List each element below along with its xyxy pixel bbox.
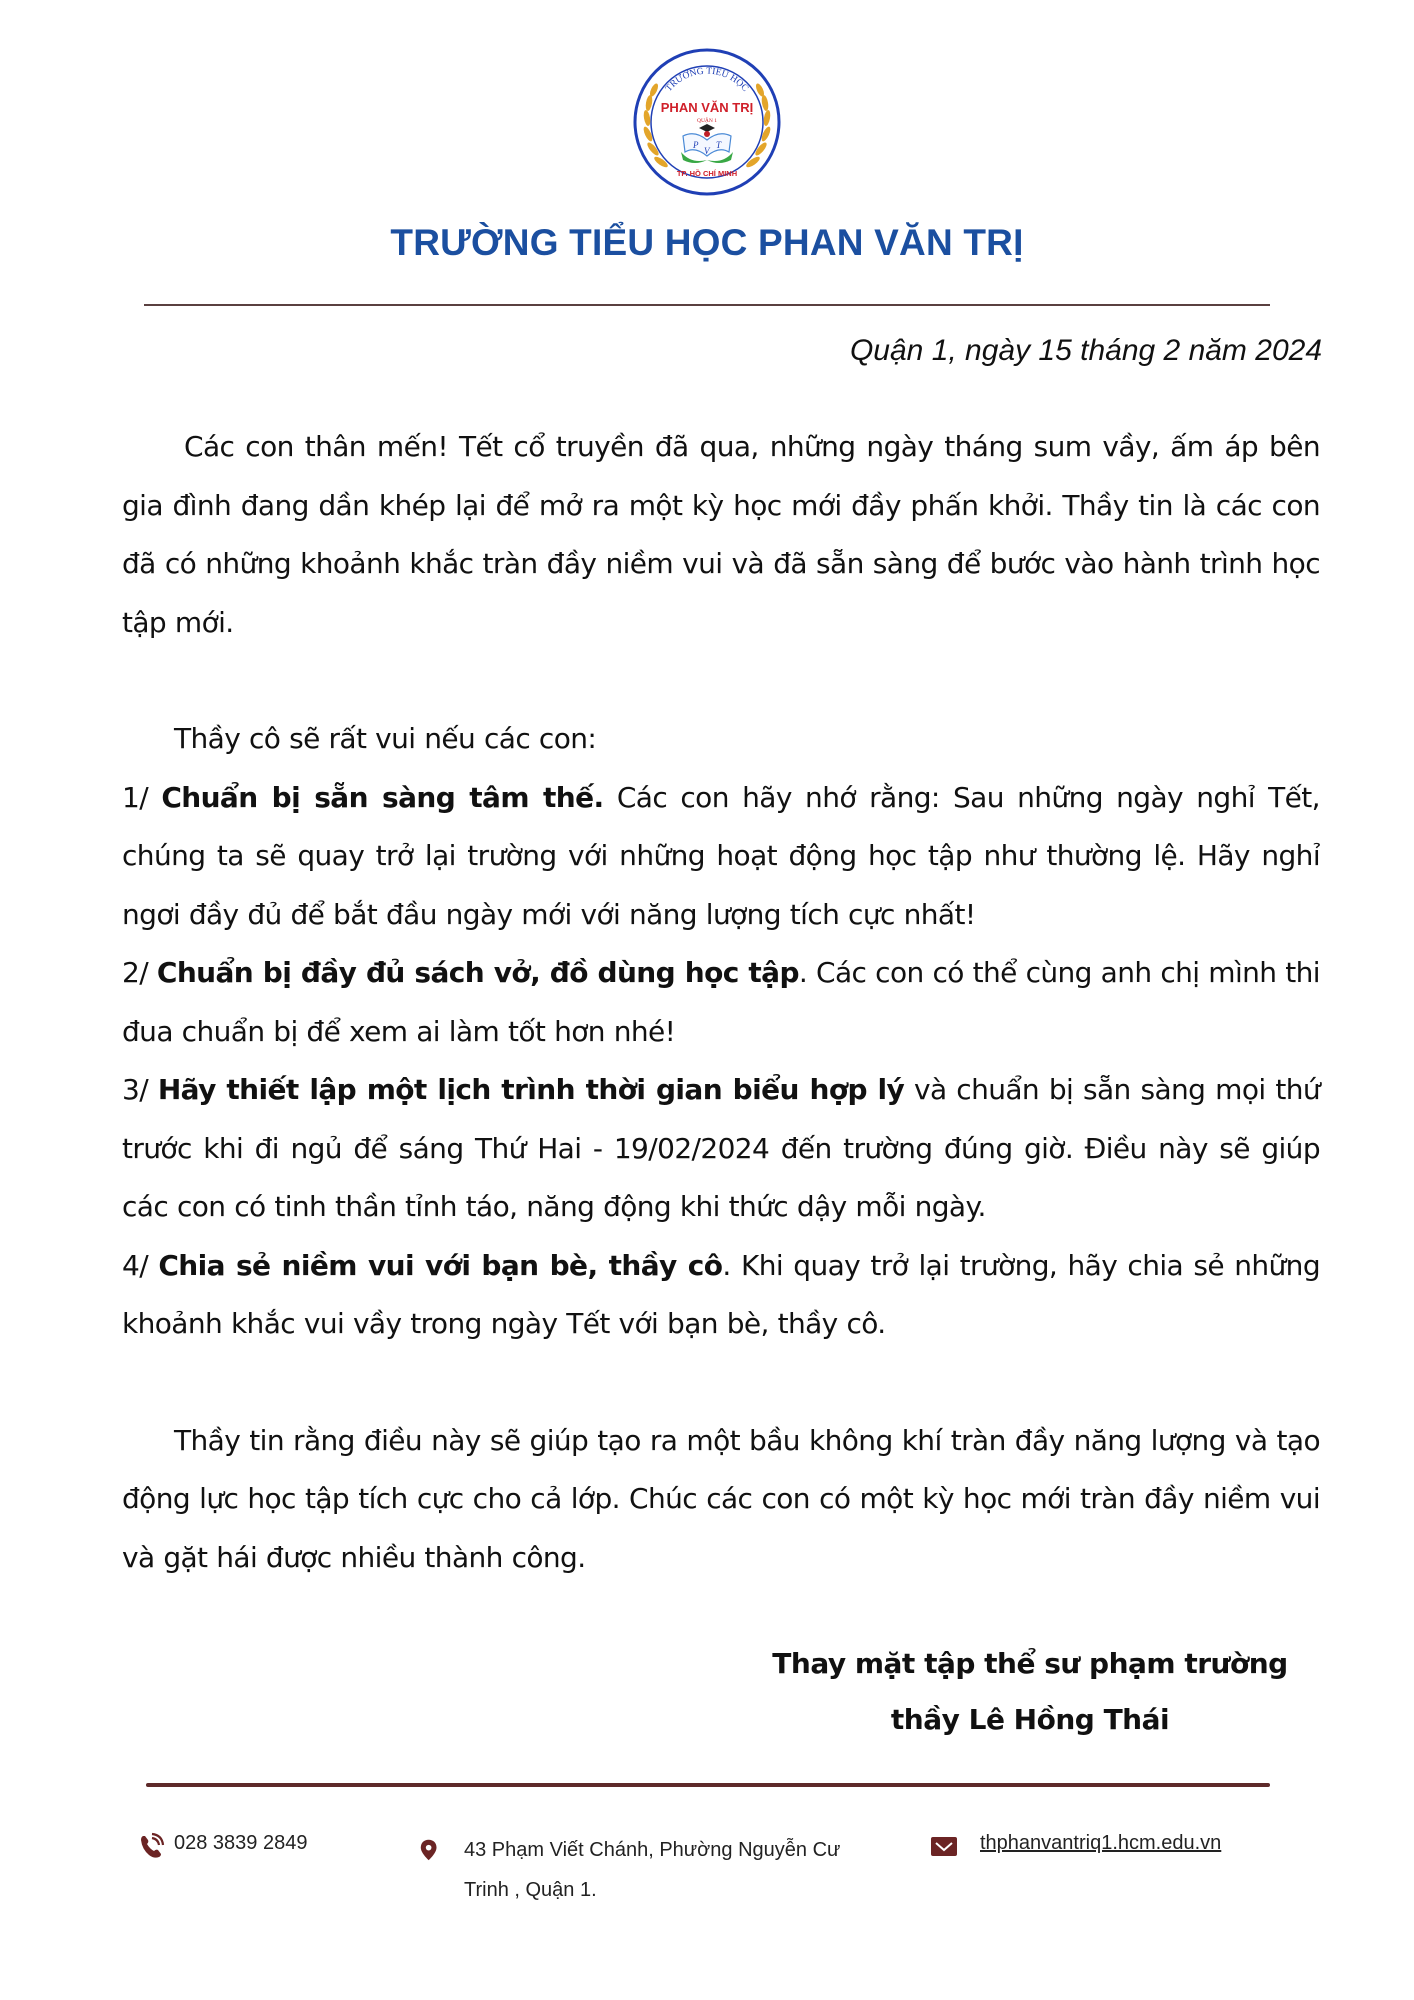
website-link[interactable]: thphanvantriq1.hcm.edu.vn xyxy=(980,1832,1222,1854)
logo-school-name: PHAN VĂN TRỊ xyxy=(660,100,754,115)
item-heading: Chia sẻ niềm vui với bạn bè, thầy cô xyxy=(158,1248,723,1282)
item-text: và chuẩn bị sẵn sàng mọi thứ trước khi đi ngủ để sáng Thứ Hai - 19/02/2024 đến trường đúng giờ. Điều này sẽ giúp các con có tinh thần tỉnh táo, năng động khi thức dậy mỗi ngày. xyxy=(122,1073,1320,1223)
address-text: 43 Phạm Viết Chánh, Phường Nguyễn Cư Trinh , Quận 1. xyxy=(464,1839,841,1901)
letter-body xyxy=(122,418,1320,1587)
school-logo xyxy=(633,48,781,196)
item-text: . Các con có thể cùng anh chị mình thi đua chuẩn bị để xem ai làm tốt hơn nhé! xyxy=(122,956,1320,1048)
item-number: 2/ xyxy=(122,956,157,989)
school-emblem-icon xyxy=(633,48,781,196)
logo-monogram-t: T xyxy=(716,140,722,150)
item-heading: Chuẩn bị sẵn sàng tâm thế. xyxy=(161,780,604,814)
list-item xyxy=(122,1061,1320,1237)
footer-divider xyxy=(146,1783,1270,1787)
intro-paragraph: Các con thân mến! Tết cổ truyền đã qua, những ngày tháng sum vầy, ấm áp bên gia đình đang dần khép lại để mở ra một kỳ học mới đầy phấn khởi. Thầy tin là các con đã có những khoảnh khắc tràn đầy niềm vui và đã sẵn sàng để bước vào hành trình học tập mới. xyxy=(122,430,1320,639)
list-item xyxy=(122,769,1320,945)
signature-role: Thay mặt tập thể sư phạm trường xyxy=(772,1647,1288,1680)
item-heading: Hãy thiết lập một lịch trình thời gian biểu hợp lý xyxy=(157,1073,905,1106)
item-text: . Khi quay trở lại trường, hãy chia sẻ những khoảnh khắc vui vầy trong ngày Tết với bạn bè, thầy cô. xyxy=(122,1248,1320,1340)
date-line: Quận 1, ngày 15 tháng 2 năm 2024 xyxy=(849,334,1322,367)
phone-number[interactable]: 028 3839 2849 xyxy=(174,1832,308,1854)
item-heading: Chuẩn bị đầy đủ sách vở, đồ dùng học tập xyxy=(156,956,799,989)
signature-block xyxy=(760,1636,1300,1748)
item-number: 3/ xyxy=(122,1073,158,1106)
logo-monogram-p: P xyxy=(693,140,699,150)
footer-address xyxy=(420,1830,890,1910)
logo-city-text: TP. HỒ CHÍ MINH xyxy=(676,169,738,178)
logo-district: QUẬN 1 xyxy=(696,118,718,124)
footer-phone xyxy=(138,1832,307,1860)
item-number: 1/ xyxy=(122,780,162,814)
header-divider xyxy=(144,304,1270,306)
signature-name: thầy Lê Hồng Thái xyxy=(890,1703,1170,1736)
school-title: TRƯỜNG TIỂU HỌC PHAN VĂN TRỊ xyxy=(390,222,1024,263)
item-text: Các con hãy nhớ rằng: Sau những ngày nghỉ Tết, chúng ta sẽ quay trở lại trường với những hoạt động học tập như thường lệ. Hãy nghỉ ngơi đầy đủ để bắt đầu ngày mới với năng lượng tích cực nhất! xyxy=(122,780,1320,931)
logo-monogram-v: V xyxy=(704,146,710,156)
closing-paragraph: Thầy tin rằng điều này sẽ giúp tạo ra một bầu không khí tràn đầy năng lượng và tạo động lực học tập tích cực cho cả lớp. Chúc các con có một kỳ học mới tràn đầy niềm vui và gặt hái được nhiều thành công. xyxy=(122,1423,1320,1574)
logo-ring-text: TRƯỜNG TIỂU HỌC xyxy=(664,66,750,94)
mail-icon xyxy=(930,1832,958,1860)
footer-website xyxy=(930,1832,1221,1860)
list-item xyxy=(122,944,1320,1061)
footer xyxy=(0,1820,1414,1920)
list-item xyxy=(122,1237,1320,1354)
lead-sentence: Thầy cô sẽ rất vui nếu các con: xyxy=(174,722,597,755)
item-number: 4/ xyxy=(122,1248,159,1282)
phone-icon xyxy=(138,1832,166,1860)
location-pin-icon xyxy=(420,1836,442,1864)
